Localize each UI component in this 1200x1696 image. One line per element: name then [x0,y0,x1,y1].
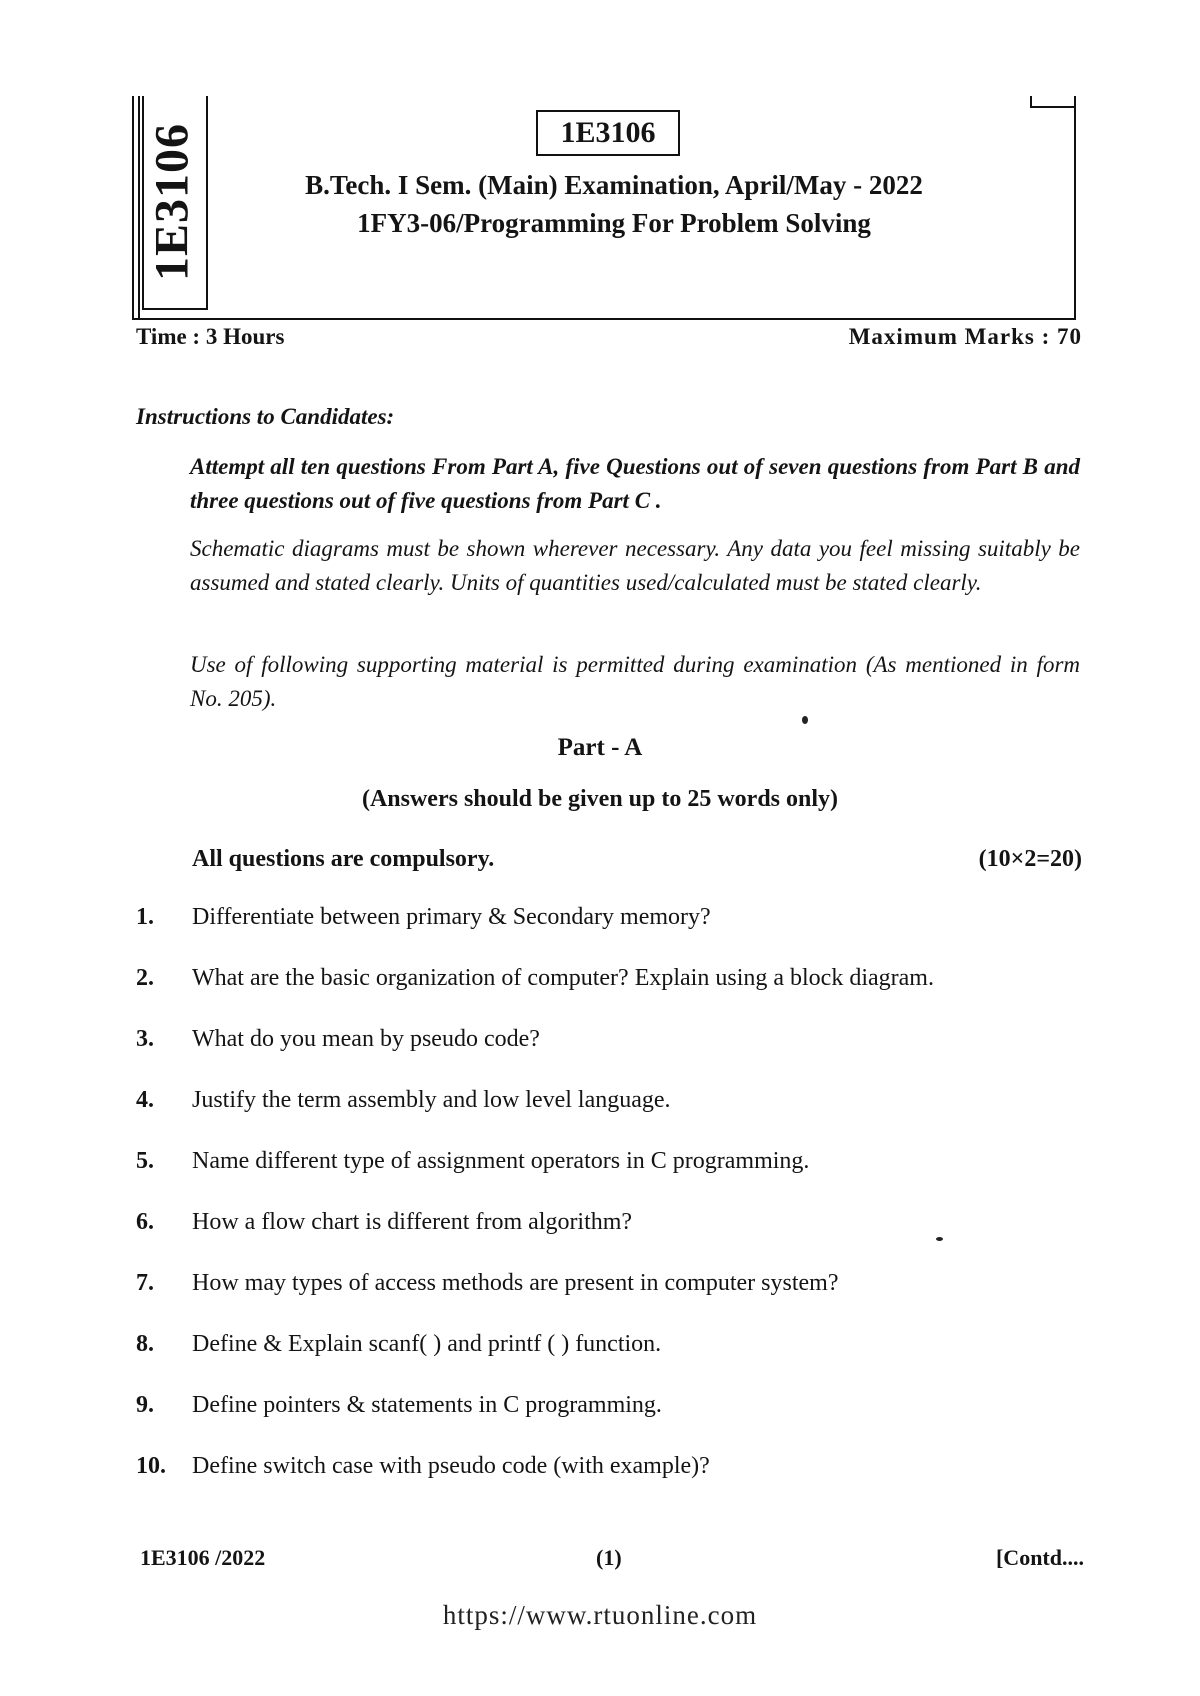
question-item [136,1209,1086,1270]
page-number: (1) [596,1545,622,1570]
question-number: 8. [136,1331,154,1357]
question-number: 9. [136,1392,154,1418]
question-item [136,1087,1086,1148]
instruction-item: Attempt all ten questions From Part A, five Questions out of seven questions from Part B and three questions out of five questions from Part C . [190,454,1080,513]
question-item [136,1392,1086,1453]
header-frame-bottom-border [132,318,1076,320]
instructions-heading: Instructions to Candidates: [136,404,395,429]
question-item [136,1270,1086,1331]
question-item [136,1026,1086,1087]
question-text: How a flow chart is different from algorithm? [192,1209,633,1235]
question-text: Define pointers & statements in C programming. [192,1392,662,1418]
question-item [136,1331,1086,1392]
question-text: Justify the term assembly and low level language. [192,1087,671,1113]
question-text: Define & Explain scanf( ) and printf ( ) function. [192,1331,662,1357]
question-number: 10. [136,1453,166,1479]
source-url-link[interactable]: https://www.rtuonline.com [442,1600,758,1630]
exam-time: Time : 3 Hours [136,324,285,349]
question-item [136,1148,1086,1209]
paper-code-box: 1E3106 [536,110,680,156]
question-text: How may types of access methods are present in computer system? [192,1270,839,1296]
question-number: 2. [136,965,154,991]
subject-title: 1FY3-06/Programming For Problem Solving [357,208,871,238]
question-item [136,904,1086,965]
question-text: Define switch case with pseudo code (with example)? [192,1453,710,1479]
exam-title: B.Tech. I Sem. (Main) Examination, April/May - 2022 [305,170,923,200]
question-text: What are the basic organization of computer? Explain using a block diagram. [192,965,934,991]
question-text: Name different type of assignment operators in C programming. [192,1148,810,1174]
question-number: 1. [136,904,154,930]
question-item [136,1453,1086,1514]
scan-speck [936,1237,943,1241]
question-number: 6. [136,1209,154,1235]
part-a-subtitle: (Answers should be given up to 25 words only) [361,786,839,812]
question-text: What do you mean by pseudo code? [192,1026,540,1052]
part-a-title: Part - A [557,734,643,761]
corner-mark [1030,96,1076,108]
question-number: 3. [136,1026,154,1052]
question-text: Differentiate between primary & Secondary memory? [192,904,711,930]
side-paper-code: 1E3106 [145,122,199,282]
question-item [136,965,1086,1026]
header-frame-left-border [132,96,140,320]
scan-speck [802,716,808,724]
question-number: 4. [136,1087,154,1113]
instruction-item: Use of following supporting material is permitted during examination (As mentioned in form No. 205). [190,652,1080,711]
compulsory-note: All questions are compulsory. [192,846,495,872]
maximum-marks: Maximum Marks : 70 [848,324,1082,349]
question-list [136,904,1086,1514]
continued-marker: [Contd.... [995,1545,1084,1570]
question-number: 7. [136,1270,154,1296]
question-number: 5. [136,1148,154,1174]
instruction-item: Schematic diagrams must be shown wherever necessary. Any data you feel missing suitably be assumed and stated clearly. Units of quantities used/calculated must be stated clearly. [190,536,1080,595]
footer-paper-code: 1E3106 /2022 [140,1545,266,1570]
marks-scheme: (10×2=20) [978,846,1082,872]
header-frame-right-border [1074,96,1076,320]
